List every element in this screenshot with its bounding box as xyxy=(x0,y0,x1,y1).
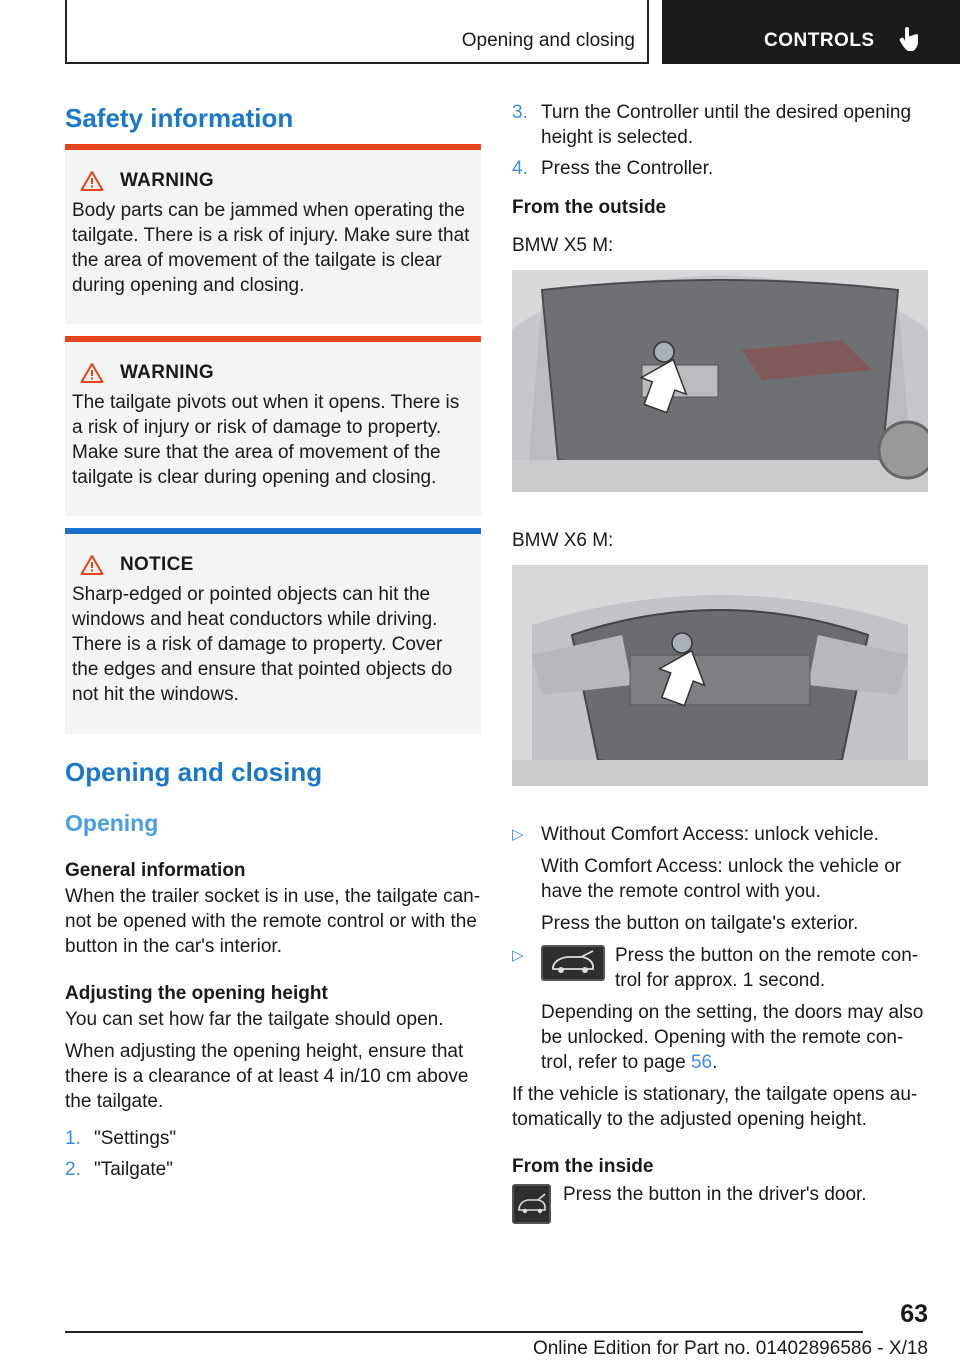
warning-text: Body parts can be jammed when operating the tailgate. There is a risk of injury. Make sure that the area of movement of the tailgate is clear during opening and closing. xyxy=(72,200,470,296)
chapter-tab-label: CONTROLS xyxy=(764,30,875,51)
step-number: 3. xyxy=(512,102,528,123)
adjust-heading: Adjusting the opening height xyxy=(65,983,328,1004)
inside-heading: From the inside xyxy=(512,1156,654,1177)
outside-heading: From the outside xyxy=(512,197,667,218)
list-item xyxy=(512,156,928,181)
bmw-x5-tailgate-image xyxy=(512,270,928,492)
notice-box xyxy=(65,528,481,734)
warning-triangle-icon xyxy=(80,362,104,384)
bullet-subtext: Press the button on tailgate's exterior. xyxy=(541,913,859,934)
opening-heading: Opening xyxy=(65,810,159,836)
notice-text: Sharp-edged or pointed objects can hit the windows and heat conductors while driving. There is a risk of damage to property. Cover the edges and ensure that pointed objects do not hit the windows. xyxy=(72,584,453,705)
list-item xyxy=(65,1157,481,1182)
step-text: Press the Controller. xyxy=(541,158,714,179)
tailgate-button-icon xyxy=(512,1184,551,1224)
right-column xyxy=(512,100,928,1224)
header-frame xyxy=(65,0,649,64)
general-text: When the trailer socket is in use, the tailgate can‐not be opened with the remote control or with the button in the car's interior. xyxy=(65,886,481,957)
bullet-triangle-icon: ▷ xyxy=(512,947,524,964)
bullet-subtext-pre: Depending on the setting, the doors may also be unlocked. Opening with the remote con‐trol, refer to page xyxy=(541,1002,924,1073)
adjust-text-2: When adjusting the opening height, ensure that there is a clearance of at least 4 in/10 cm above the tailgate. xyxy=(65,1041,469,1112)
opening-closing-heading: Opening and closing xyxy=(65,757,323,787)
car-tailgate-remote-icon xyxy=(541,945,605,981)
warning-triangle-icon xyxy=(80,170,104,192)
list-item xyxy=(512,100,928,150)
step-text: "Settings" xyxy=(94,1128,177,1149)
warning-title: WARNING xyxy=(120,170,214,191)
bullet-text: Press the button on the remote con‐trol for approx. 1 second. xyxy=(615,945,919,991)
general-heading: General information xyxy=(65,860,246,881)
step-number: 2. xyxy=(65,1159,81,1180)
step-number: 4. xyxy=(512,158,528,179)
bullet-triangle-icon: ▷ xyxy=(512,826,524,843)
warning-box-2 xyxy=(65,336,481,516)
step-text: "Tailgate" xyxy=(94,1159,173,1180)
step-number: 1. xyxy=(65,1128,81,1149)
list-item xyxy=(512,943,928,993)
page-link-56[interactable]: 56 xyxy=(690,1052,713,1073)
warning-triangle-icon xyxy=(80,554,104,576)
step-text: Turn the Controller until the desired opening height is selected. xyxy=(541,102,912,148)
adjust-text-1: You can set how far the tailgate should open. xyxy=(65,1009,444,1030)
header-section-title: Opening and closing xyxy=(461,30,635,51)
bullet-subtext xyxy=(541,1000,928,1075)
bmw-x6-tailgate-image xyxy=(512,565,928,786)
bullet-subtext-post: . xyxy=(712,1052,718,1073)
notice-title: NOTICE xyxy=(120,554,194,575)
x5-label: BMW X5 M: xyxy=(512,235,614,256)
warning-title: WARNING xyxy=(120,362,214,383)
warning-box-1 xyxy=(65,144,481,324)
stationary-text: If the vehicle is stationary, the tailgate opens au‐tomatically to the adjusted opening height. xyxy=(512,1084,918,1130)
x6-label: BMW X6 M: xyxy=(512,530,614,551)
bullet-subtext: With Comfort Access: unlock the vehicle or have the remote control with you. xyxy=(541,856,902,902)
safety-heading: Safety information xyxy=(65,103,294,133)
bullet-text: Without Comfort Access: unlock vehicle. xyxy=(541,824,879,845)
left-column xyxy=(65,100,481,1188)
pointing-hand-icon xyxy=(898,26,924,54)
warning-text: The tailgate pivots out when it opens. There is a risk of injury or risk of damage to property. Make sure that the area of movement of the tailgate is clear during opening and closing. xyxy=(72,392,460,488)
inside-text: Press the button in the driver's door. xyxy=(563,1184,867,1205)
list-item xyxy=(512,822,928,847)
page-number: 63 xyxy=(900,1300,928,1328)
footer-divider xyxy=(65,1331,863,1333)
chapter-tab[interactable] xyxy=(662,0,960,64)
list-item xyxy=(65,1126,481,1151)
footer-edition: Online Edition for Part no. 01402896586 - X/18 xyxy=(532,1338,928,1359)
